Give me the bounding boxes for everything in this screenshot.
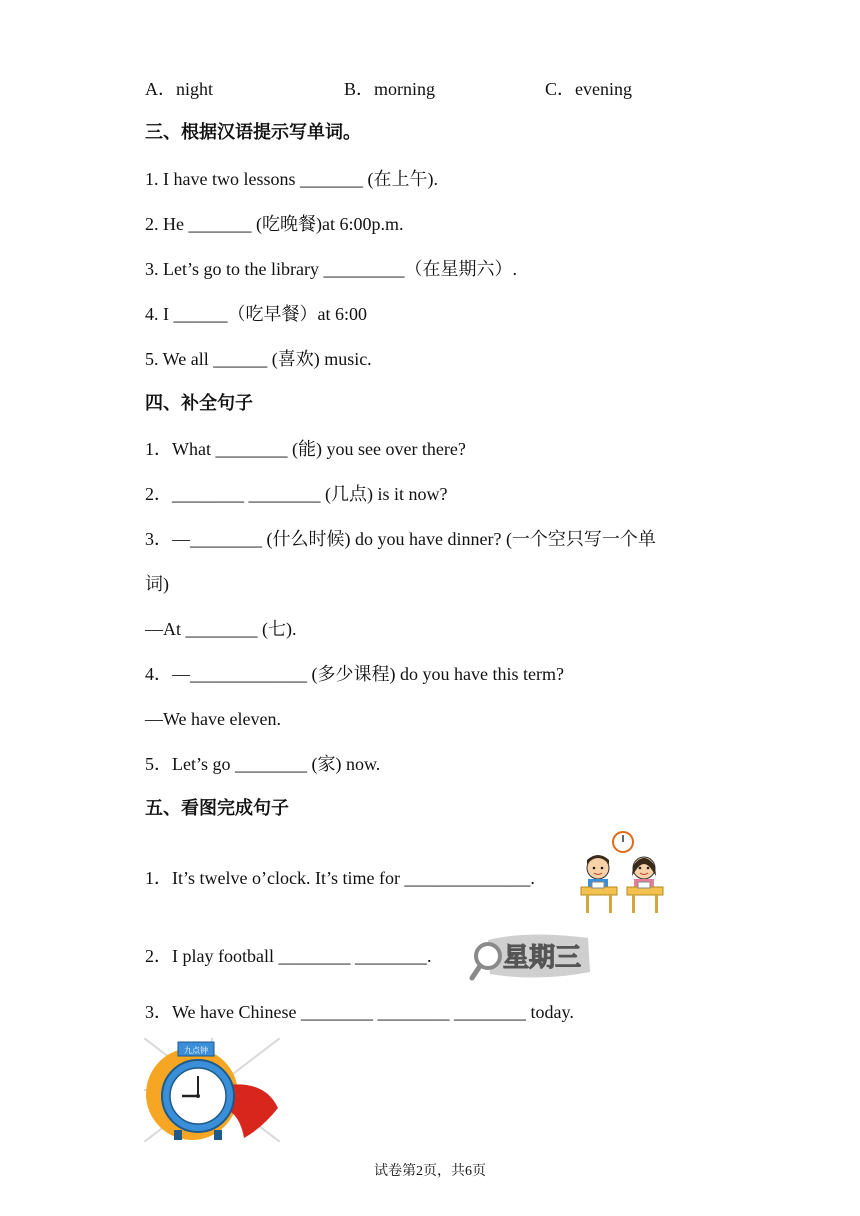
page-footer: 试卷第2页，共6页 [374,1164,486,1179]
section-3-item-4: 4. I ______（吃早餐）at 6:00 [145,304,367,324]
option-c: C．evening [545,79,632,99]
section-4-item-3-cont: 词) [145,574,169,594]
section-4-item-2: 2．________ ________ (几点) is it now? [145,484,448,504]
section-5-item-1: 1．It’s twelve o’clock. It’s time for ______________. [145,868,535,888]
section-3-item-5: 5. We all ______ (喜欢) music. [145,349,372,369]
option-a: A．night [145,79,214,99]
weekday-magnifier-picture [468,926,594,986]
kids-lunch-picture [578,830,670,918]
section-4-item-3: 3．—________ (什么时候) do you have dinner? (一个空只写一个单 [145,529,656,549]
alarm-clock-picture [144,1038,280,1142]
section-5-heading: 五、看图完成句子 [145,798,289,819]
section-5-item-3: 3．We have Chinese ________ ________ ________ today. [145,1002,574,1022]
section-4-item-4: 4．—_____________ (多少课程) do you have this term? [145,664,564,684]
section-4-item-5: 5．Let’s go ________ (家) now. [145,754,381,774]
section-3-item-2: 2. He _______ (吃晚餐)at 6:00p.m. [145,214,404,234]
weekday-label: 星期三 [503,943,582,973]
section-4-item-3-answer: —At ________ (七). [145,619,297,639]
section-3-heading: 三、根据汉语提示写单词。 [145,122,361,143]
option-b: B．morning [344,79,436,99]
section-3-item-3: 3. Let’s go to the library _________（在星期六）. [145,259,517,279]
clock-label: 九点钟 [184,1046,208,1055]
section-5-item-2: 2．I play football ________ ________. [145,946,432,966]
section-4-item-4-answer: —We have eleven. [145,709,281,729]
section-4-heading: 四、补全句子 [145,393,253,414]
section-4-item-1: 1．What ________ (能) you see over there? [145,439,466,459]
section-3-item-1: 1. I have two lessons _______ (在上午). [145,169,438,189]
